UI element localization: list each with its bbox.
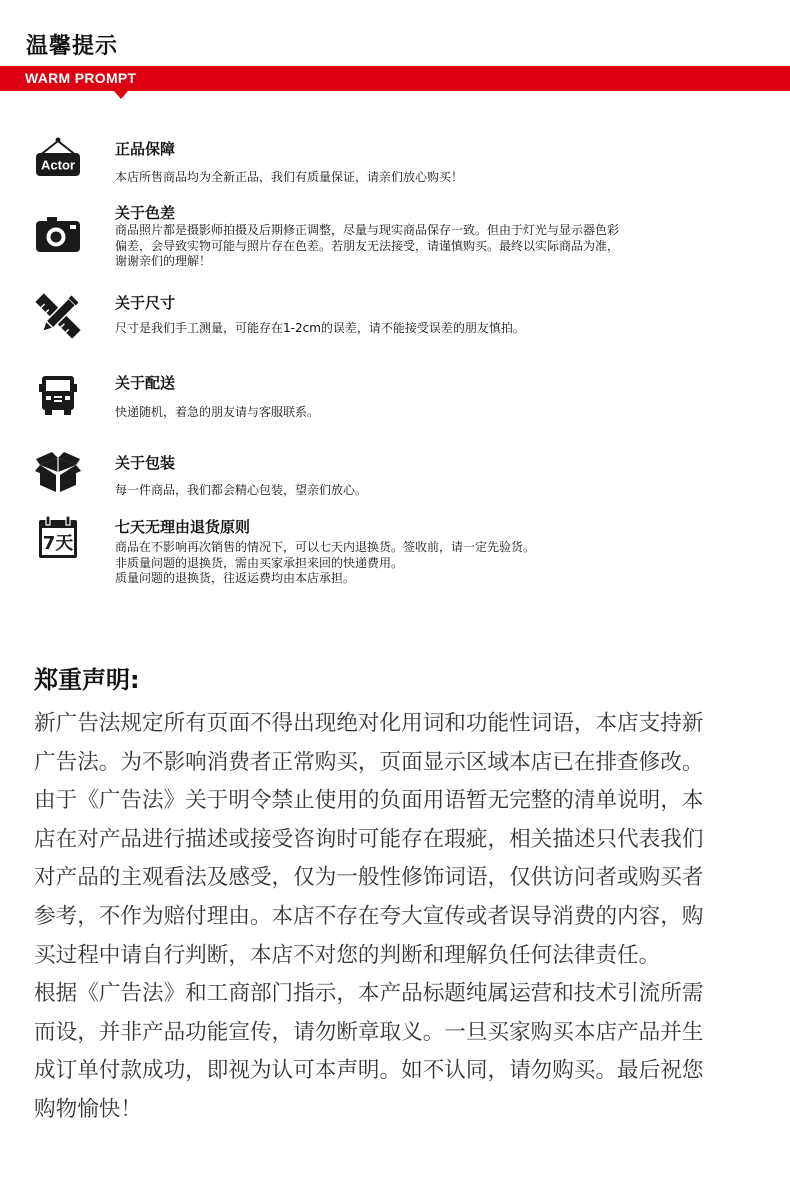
notice-line: 质量问题的退换货，往返运费均由本店承担。 xyxy=(115,571,356,585)
notice-title: 七天无理由退货原则 xyxy=(115,518,251,536)
declaration-line: 成订单付款成功，即视为认可本声明。如不认同，请勿购买。最后祝您 xyxy=(34,1058,704,1084)
notice-title: 关于尺寸 xyxy=(115,294,176,312)
notice-body xyxy=(115,540,770,587)
notice-line: 尺寸是我们手工测量，可能存在1-2cm的误差，请不能接受误差的朋友慎拍。 xyxy=(115,321,525,335)
notice-line: 本店所售商品均为全新正品，我们有质量保证，请亲们放心购买！ xyxy=(115,170,464,184)
notice-body xyxy=(115,321,770,337)
notice-title: 正品保障 xyxy=(115,140,176,158)
notice-title: 关于配送 xyxy=(115,374,176,392)
calendar-7days-icon xyxy=(34,514,82,562)
declaration-title: 郑重声明: xyxy=(34,666,140,694)
declaration-line: 而设，并非产品功能宣传，请勿断章取义。一旦买家购买本店产品并生 xyxy=(34,1019,704,1045)
ruler-pencil-icon xyxy=(34,292,82,340)
package-box-icon xyxy=(34,448,82,496)
declaration-line: 对产品的主观看法及感受，仅为一般性修饰词语，仅供访问者或购买者 xyxy=(34,865,704,891)
notice-line: 商品在不影响再次销售的情况下，可以七天内退换货。签收前，请一定先验货。 xyxy=(115,540,536,554)
calendar-7days-text: 7天 xyxy=(42,533,74,554)
notice-line: 谢谢亲们的理解！ xyxy=(115,254,212,268)
declaration-line: 购物愉快！ xyxy=(34,1096,142,1122)
notice-line: 快递随机，着急的朋友请与客服联系。 xyxy=(115,405,320,419)
actor-tag-icon xyxy=(34,134,82,182)
banner-notch xyxy=(114,91,128,99)
declaration-line: 广告法。为不影响消费者正常购买，页面显示区域本店已在排查修改。 xyxy=(34,749,704,775)
page-title: 温馨提示 xyxy=(26,34,119,59)
notice-body xyxy=(115,405,770,421)
notice-title: 关于色差 xyxy=(115,204,176,222)
declaration-line: 根据《广告法》和工商部门指示，本产品标题纯属运营和技术引流所需 xyxy=(34,981,704,1007)
camera-icon xyxy=(34,210,82,258)
declaration-line: 由于《广告法》关于明令禁止使用的负面用语暂无完整的清单说明，本 xyxy=(34,788,704,814)
notice-line: 非质量问题的退换货，需由买家承担来回的快递费用。 xyxy=(115,555,404,570)
declaration-line: 买过程中请自行判断，本店不对您的判断和理解负任何法律责任。 xyxy=(34,942,661,968)
warm-prompt-banner xyxy=(0,66,790,91)
declaration-line: 新广告法规定所有页面不得出现绝对化用词和功能性词语，本店支持新 xyxy=(34,711,704,736)
declaration-line: 参考，不作为赔付理由。本店不存在夸大宣传或者误导消费的内容，购 xyxy=(34,903,704,929)
notice-body xyxy=(115,483,770,499)
notice-body xyxy=(115,223,770,270)
notice-line: 偏差，会导致实物可能与照片存在色差。若朋友无法接受，请谨慎购买。最终以实际商品为准， xyxy=(115,238,620,253)
declaration-text xyxy=(34,705,764,1130)
warm-prompt-label: WARM PROMPT xyxy=(25,70,137,86)
notice-title: 关于包装 xyxy=(115,454,176,472)
declaration-line: 店在对产品进行描述或接受咨询时可能存在瑕疵，相关描述只代表我们 xyxy=(34,826,704,852)
actor-tag-text: Actor xyxy=(41,157,75,173)
notice-body xyxy=(115,170,770,186)
notice-line: 每一件商品，我们都会精心包装，望亲们放心。 xyxy=(115,483,368,497)
truck-icon xyxy=(34,371,82,419)
notice-line: 商品照片都是摄影师拍摄及后期修正调整，尽量与现实商品保存一致。但由于灯光与显示器色彩 xyxy=(115,223,620,237)
